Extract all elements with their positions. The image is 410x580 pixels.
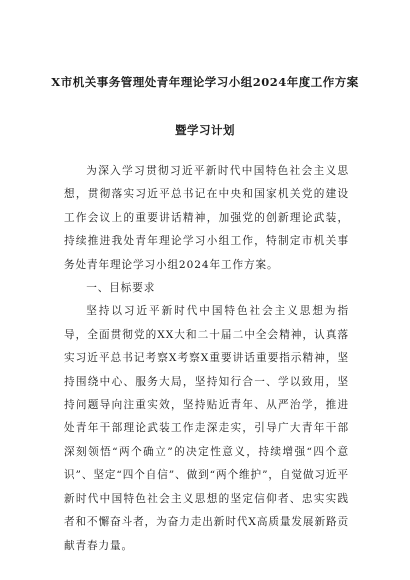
goals-paragraph: 坚持以习近平新时代中国特色社会主义思想为指导，全面贯彻党的XX大和二十届二中全会精神，认真落实习近平总书记考察X考察X重要讲话重要指示精神，坚持围绕中心、服务大局，坚持知行合一、学以致用，坚持问题导向注重实效，坚持贴近青年、从严治学，推进处青年干部理论武装工作走深走实，引导广大青年干部深刻领悟“两个确立”的决定性意义，持续增强“四个意识”、坚定“四个自信”、做到“两个维护”，自觉做习近平新时代中国特色社会主义思想的坚定信仰者、忠实实践者和不懈奋斗者，为奋力走出新时代X高质量发展新路贡献青春力量。	[64, 305, 349, 552]
intro-paragraph: 为深入学习贯彻习近平新时代中国特色社会主义思想，贯彻落实习近平总书记在中央和国家机关党的建设工作会议上的重要讲话精神，加强党的创新理论武装，持续推进我处青年理论学习小组工作，特制定市机关事务处青年理论学习小组2024年工作方案。	[64, 165, 349, 271]
document-title: X市机关事务管理处青年理论学习小组2024年度工作方案	[51, 75, 359, 89]
document-body	[64, 160, 349, 558]
document-subtitle: 暨学习计划	[175, 123, 235, 137]
section-heading-goals: 一、目标要求	[86, 282, 156, 295]
